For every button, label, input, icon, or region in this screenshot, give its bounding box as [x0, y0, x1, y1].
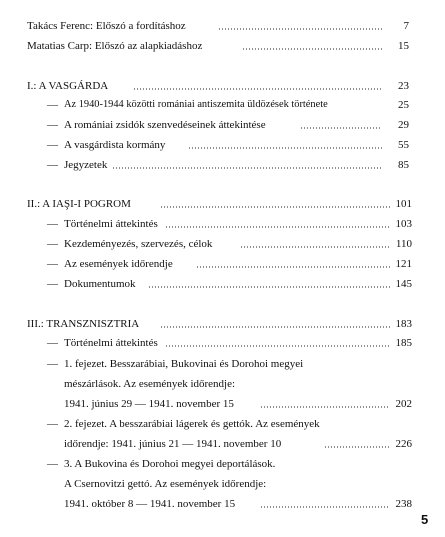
toc-entry-text: mészárlások. Az események időrendje:: [64, 378, 236, 390]
toc-entry-text: Jegyzetek: [64, 159, 108, 171]
entry-dash: —: [47, 358, 58, 370]
dot-leader: [240, 246, 390, 248]
toc-entry: [0, 256, 445, 272]
toc-part-3-heading: [0, 316, 445, 332]
entry-dash: —: [47, 418, 58, 430]
toc-entry-text: Takács Ferenc: Előszó a fordításhoz: [27, 20, 186, 32]
toc-page-number: 29: [398, 119, 409, 131]
toc-entry-continuation: [0, 436, 445, 452]
toc-part-2-heading: [0, 196, 445, 212]
entry-dash: —: [47, 278, 58, 290]
toc-entry-text: Matatias Carp: Előszó az alapkiadáshoz: [27, 40, 203, 52]
toc-page-number: 110: [395, 238, 412, 250]
toc-page-number: 185: [395, 337, 412, 349]
dot-leader: [188, 147, 382, 149]
toc-entry-text: 2. fejezet. A besszarábiai lágerek és gettók. Az események: [64, 418, 320, 430]
toc-part-1-heading: [0, 78, 445, 94]
toc-page-number: 202: [395, 398, 412, 410]
toc-page-number: 85: [398, 159, 409, 171]
entry-dash: —: [47, 337, 58, 349]
dot-leader: [218, 28, 384, 30]
toc-page-number: 55: [398, 139, 409, 151]
dot-leader: [148, 286, 390, 288]
dot-leader: [242, 48, 382, 50]
toc-entry-text: Az 1940-1944 közötti romániai antiszemita üldözések története: [64, 99, 328, 110]
toc-entry-text: A vasgárdista kormány: [64, 139, 166, 151]
toc-part-title: III.: TRANSZNISZTRIA: [27, 318, 140, 330]
page-number: 5: [421, 512, 429, 527]
toc-entry-text: 1. fejezet. Besszarábiai, Bukovinai és Dorohoi megyei: [64, 358, 304, 370]
toc-page-number: 145: [395, 278, 412, 290]
entry-dash: —: [47, 99, 58, 111]
entry-dash: —: [47, 218, 58, 230]
toc-part-title: I.: A VASGÁRDA: [27, 80, 109, 92]
entry-dash: —: [47, 458, 58, 470]
dot-leader: [160, 206, 390, 208]
dot-leader: [260, 506, 390, 508]
dot-leader: [196, 266, 390, 268]
toc-entry-text: 1941. október 8 — 1941. november 15: [64, 498, 236, 510]
toc-entry-text: Dokumentumok: [64, 278, 136, 290]
toc-entry-chapter-2: [0, 416, 445, 432]
toc-entry-continuation: [0, 476, 445, 492]
dot-leader: [165, 345, 390, 347]
toc-entry: [0, 157, 445, 173]
toc-entry-foreword-translator: [0, 18, 445, 34]
entry-dash: —: [47, 159, 58, 171]
toc-entry-text: Az események időrendje: [64, 258, 173, 270]
toc-entry: [0, 236, 445, 252]
toc-entry-text: Történelmi áttekintés: [64, 337, 158, 349]
toc-page-number: 23: [398, 80, 409, 92]
dot-leader: [160, 326, 390, 328]
toc-entry-text: Kezdeményezés, szervezés, célok: [64, 238, 213, 250]
toc-entry: [0, 216, 445, 232]
dot-leader: [260, 406, 390, 408]
toc-entry-continuation: [0, 396, 445, 412]
toc-page-number: 103: [395, 218, 412, 230]
toc-page-number: 121: [395, 258, 412, 270]
toc-page-number: 15: [398, 40, 409, 52]
entry-dash: —: [47, 139, 58, 151]
toc-entry-text: időrendje: 1941. június 21 — 1941. november 10: [64, 438, 282, 450]
dot-leader: [133, 88, 382, 90]
entry-dash: —: [47, 119, 58, 131]
toc-entry: [0, 137, 445, 153]
toc-entry-foreword-original: [0, 38, 445, 54]
toc-entry: [0, 335, 445, 351]
toc-entry-text: A Csernovitzi gettó. Az események időrendje:: [64, 478, 267, 490]
page-number-footer: [0, 512, 445, 528]
toc-entry-continuation: [0, 496, 445, 512]
toc-entry-chapter-3: [0, 456, 445, 472]
toc-entry-text: A romániai zsidók szenvedéseinek áttekintése: [64, 119, 266, 131]
toc-entry-continuation: [0, 376, 445, 392]
toc-part-title: II.: A IAŞI-I POGROM: [27, 198, 131, 210]
toc-entry: [0, 97, 445, 113]
dot-leader: [112, 167, 382, 169]
entry-dash: —: [47, 258, 58, 270]
toc-page-number: 25: [398, 99, 409, 111]
toc-entry-text: 1941. június 29 — 1941. november 15: [64, 398, 234, 410]
toc-page-number: 226: [395, 438, 412, 450]
toc-entry: [0, 117, 445, 133]
toc-entry-chapter-1: [0, 356, 445, 372]
toc-page-number: 7: [403, 20, 409, 32]
toc-page-number: 238: [395, 498, 412, 510]
toc-entry-text: Történelmi áttekintés: [64, 218, 158, 230]
entry-dash: —: [47, 238, 58, 250]
dot-leader: [165, 226, 390, 228]
toc-page-number: 101: [395, 198, 412, 210]
toc-entry: [0, 276, 445, 292]
toc-entry-text: 3. A Bukovina és Dorohoi megyei deportálások.: [64, 458, 276, 470]
toc-page-number: 183: [395, 318, 412, 330]
